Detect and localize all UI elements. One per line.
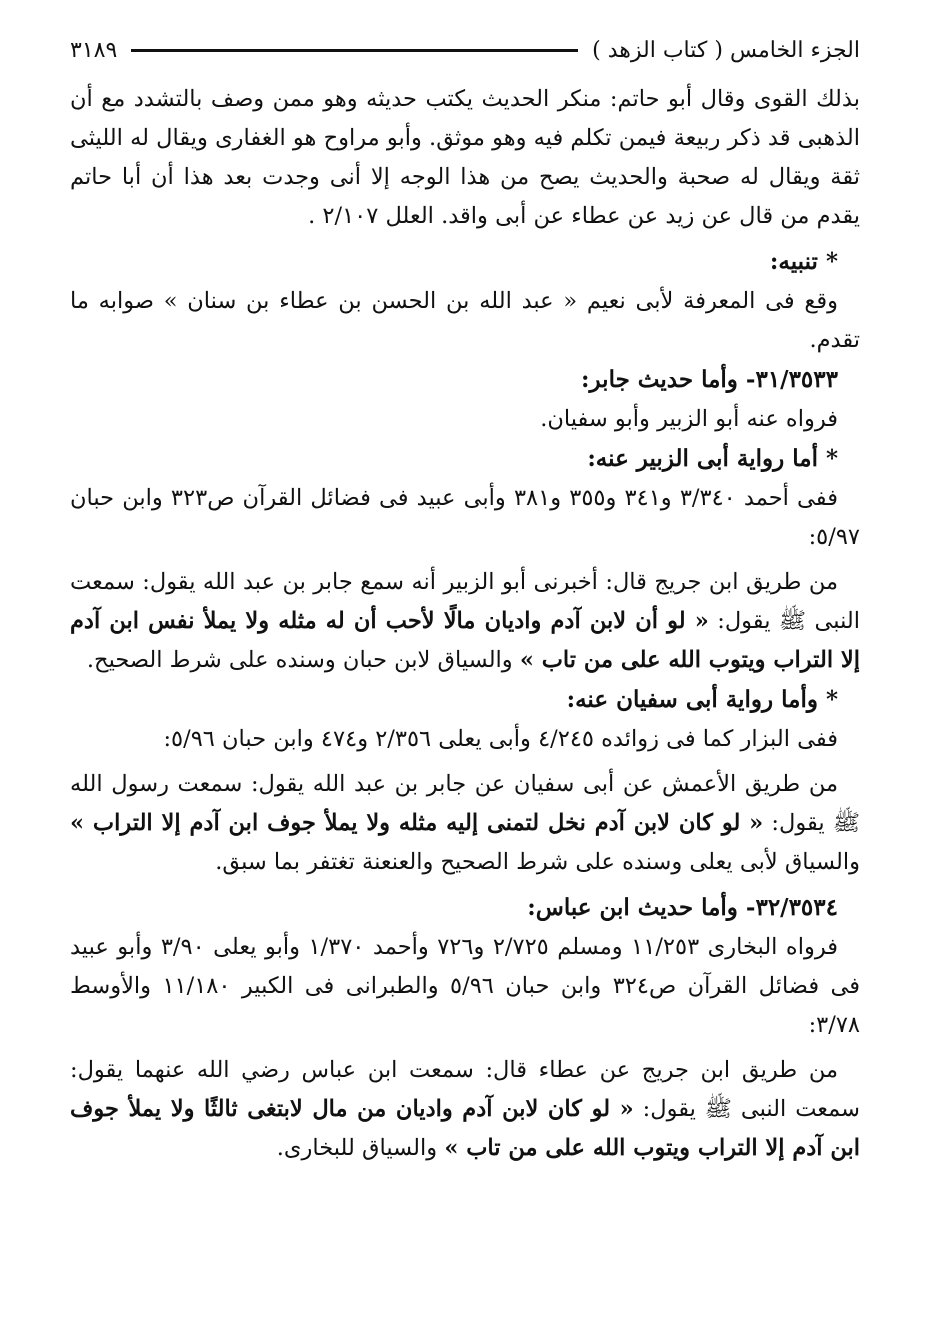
commentary-text: والسياق لابن حبان وسنده على شرط الصحيح.: [86, 647, 520, 673]
paragraph-abu-sufyan-sources: ففى البزار كما فى زوائده ٤/٢٤٥ وأبى يعلى ٢/٣٥٦ و٤٧٤ وابن حبان ٥/٩٦:: [163, 726, 838, 752]
paragraph-ibn-abbas-text: [70, 1051, 860, 1168]
book-page: [70, 30, 860, 1320]
running-title: الجزء الخامس ( كتاب الزهد ): [592, 37, 860, 63]
paragraph-abu-zubair-text: [70, 563, 860, 680]
page-body: [70, 80, 860, 1168]
paragraph-abu-sufyan-text: [70, 765, 860, 882]
paragraph-ibn-abbas-sources: فرواه البخارى ١١/٢٥٣ ومسلم ٢/٧٢٥ و٧٢٦ وأحمد ١/٣٧٠ وأبو يعلى ٣/٩٠ وأبو عبيد فى فضائل القرآن ص٣٢٤ وابن حبان ٥/٩٦ والطبرانى فى الكبير ١١/١٨٠ والأوسط ٣/٧٨:: [70, 934, 860, 1038]
heading-ibn-abbas-hadith: ٣٢/٣٥٣٤- وأما حديث ابن عباس:: [527, 894, 838, 921]
heading-jabir-hadith: ٣١/٣٥٣٣- وأما حديث جابر:: [580, 366, 838, 393]
hadith-quote: « لو كان لابن آدم نخل لتمنى إليه مثله ولا يملأ جوف ابن آدم إلا التراب »: [70, 810, 764, 836]
chain-text: من طريق الأعمش عن أبى سفيان عن جابر بن عبد الله يقول: سمعت رسول الله ﷺ يقول:: [70, 771, 860, 836]
page-header: [70, 30, 860, 70]
chain-text: من طريق ابن جريج عن عطاء قال: سمعت ابن عباس رضي الله عنهما يقول: سمعت النبى ﷺ يقول:: [70, 1057, 860, 1122]
header-rule: [131, 49, 578, 52]
paragraph-abu-zubair-sources: ففى أحمد ٣/٣٤٠ و٣٤١ و٣٥٥ و٣٨١ وأبى عبيد فى فضائل القرآن ص٣٢٣ وابن حبان ٥/٩٧:: [70, 485, 860, 550]
hadith-quote: « لو أن لابن آدم واديان مالًا لأحب أن له مثله ولا يملأ نفس ابن آدم إلا التراب ويتوب الله على من تاب »: [70, 608, 860, 673]
commentary-text: والسياق للبخارى.: [276, 1135, 445, 1161]
commentary-text: والسياق لأبى يعلى وسنده على شرط الصحيح والعنعنة تغتفر بما سبق.: [215, 849, 860, 875]
hadith-quote: « لو كان لابن آدم واديان من مال لابتغى ثالثًا ولا يملأ جوف ابن آدم إلا التراب ويتوب الله على من تاب »: [70, 1096, 860, 1161]
paragraph-jabir-narrators: فرواه عنه أبو الزبير وأبو سفيان.: [540, 406, 838, 432]
heading-abu-sufyan: * وأما رواية أبى سفيان عنه:: [566, 686, 838, 713]
heading-abu-zubair: * أما رواية أبى الزبير عنه:: [587, 445, 838, 472]
chain-text: من طريق ابن جريج قال: أخبرنى أبو الزبير أنه سمع جابر بن عبد الله يقول: سمعت النبى ﷺ يقول:: [70, 569, 860, 634]
paragraph-continuation: بذلك القوى وقال أبو حاتم: منكر الحديث يكتب حديثه وهو ممن وصف بالتشدد مع أن الذهبى قد ذكر ربيعة فيمن تكلم فيه وهو موثق. وأبو مراوح هو الغفارى ويقال له الليثى ثقة ويقال له صحبة والحديث يصح من هذا الوجه إلا أنى وجدت بعد هذا أن أبا حاتم يقدم من قال عن زيد عن عطاء عن أبى واقد. العلل ٢/١٠٧ .: [70, 86, 860, 229]
heading-tanbih: * تنبيه:: [769, 248, 838, 275]
page-number: ٣١٨٩: [70, 37, 118, 63]
paragraph-tanbih: وقع فى المعرفة لأبى نعيم « عبد الله بن الحسن بن عطاء بن سنان » صوابه ما تقدم.: [70, 288, 860, 353]
